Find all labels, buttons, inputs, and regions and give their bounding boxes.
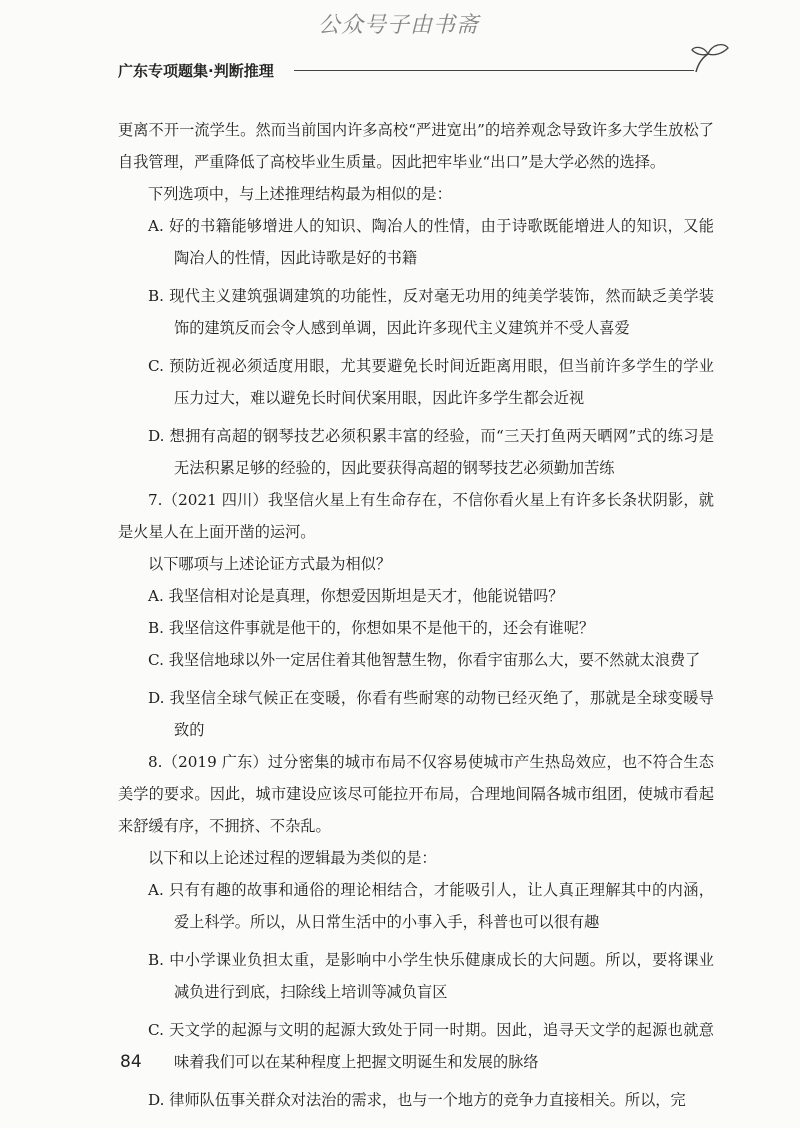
q8-option-b: B. 中小学课业负担太重，是影响中小学生快乐健康成长的大问题。所以，要将课业减负进行到底，扫除线上培训等减负盲区 bbox=[148, 951, 714, 1001]
watermark-handwriting: 公众号子由书斋 bbox=[318, 13, 480, 38]
q6-option-d: D. 想拥有高超的钢琴技艺必须积累丰富的经验，而“三天打鱼两天晒网”式的练习是无法积累足够的经验的，因此要获得高超的钢琴技艺必须勤加苦练 bbox=[148, 427, 714, 477]
sprout-icon bbox=[688, 38, 732, 78]
q6-prompt: 下列选项中，与上述推理结构最为相似的是： bbox=[148, 185, 452, 203]
intro-paragraph: 更离不开一流学生。然而当前国内许多高校“严进宽出”的培养观念导致许多大学生放松了自我管理，严重降低了高校毕业生质量。因此把牢毕业“出口”是大学必然的选择。 bbox=[118, 121, 714, 171]
q6-option-b: B. 现代主义建筑强调建筑的功能性，反对毫无功用的纯美学装饰，然而缺乏美学装饰的建筑反而会令人感到单调，因此许多现代主义建筑并不受人喜爱 bbox=[148, 287, 714, 337]
q6-option-a: A. 好的书籍能够增进人的知识、陶冶人的性情，由于诗歌既能增进人的知识，又能陶冶人的性情，因此诗歌是好的书籍 bbox=[148, 217, 714, 267]
q8-option-a: A. 只有有趣的故事和通俗的理论相结合，才能吸引人，让人真正理解其中的内涵，爱上科学。所以，从日常生活中的小事入手，科普也可以很有趣 bbox=[148, 881, 714, 931]
page-content bbox=[118, 114, 714, 1116]
q6-option-c: C. 预防近视必须适度用眼，尤其要避免长时间近距离用眼，但当前许多学生的学业压力过大，难以避免长时间伏案用眼，因此许多学生都会近视 bbox=[148, 357, 714, 407]
q7-option-d: D. 我坚信全球气候正在变暖，你看有些耐寒的动物已经灭绝了，那就是全球变暖导致的 bbox=[148, 689, 714, 739]
q7-stem: 7.（2021 四川）我坚信火星上有生命存在，不信你看火星上有许多长条状阴影，就是火星人在上面开凿的运河。 bbox=[118, 491, 714, 541]
header-title: 广东专项题集·判断推理 bbox=[118, 62, 274, 80]
q8-prompt: 以下和以上论述过程的逻辑最为类似的是： bbox=[148, 849, 437, 867]
q7-option-a: A. 我坚信相对论是真理，你想爱因斯坦是天才，他能说错吗？ bbox=[148, 587, 564, 605]
q7-option-b: B. 我坚信这件事就是他干的，你想如果不是他干的，还会有谁呢？ bbox=[148, 619, 595, 637]
q8-stem: 8.（2019 广东）过分密集的城市布局不仅容易使城市产生热岛效应，也不符合生态美学的要求。因此，城市建设应该尽可能拉开布局，合理地间隔各城市组团，使城市看起来舒缓有序，不拥挤、不杂乱。 bbox=[118, 753, 714, 835]
page-number: 84 bbox=[120, 1052, 142, 1072]
q8-option-c: C. 天文学的起源与文明的起源大致处于同一时期。因此，追寻天文学的起源也就意味着我们可以在某种程度上把握文明诞生和发展的脉络 bbox=[148, 1021, 714, 1071]
q7-option-c: C. 我坚信地球以外一定居住着其他智慧生物，你看宇宙那么大，要不然就太浪费了 bbox=[148, 651, 701, 669]
header-rule bbox=[294, 70, 694, 71]
q7-prompt: 以下哪项与上述论证方式最为相似？ bbox=[148, 555, 391, 573]
q8-option-d: D. 律师队伍事关群众对法治的需求，也与一个地方的竞争力直接相关。所以，完 bbox=[148, 1091, 686, 1109]
running-header bbox=[118, 60, 718, 88]
